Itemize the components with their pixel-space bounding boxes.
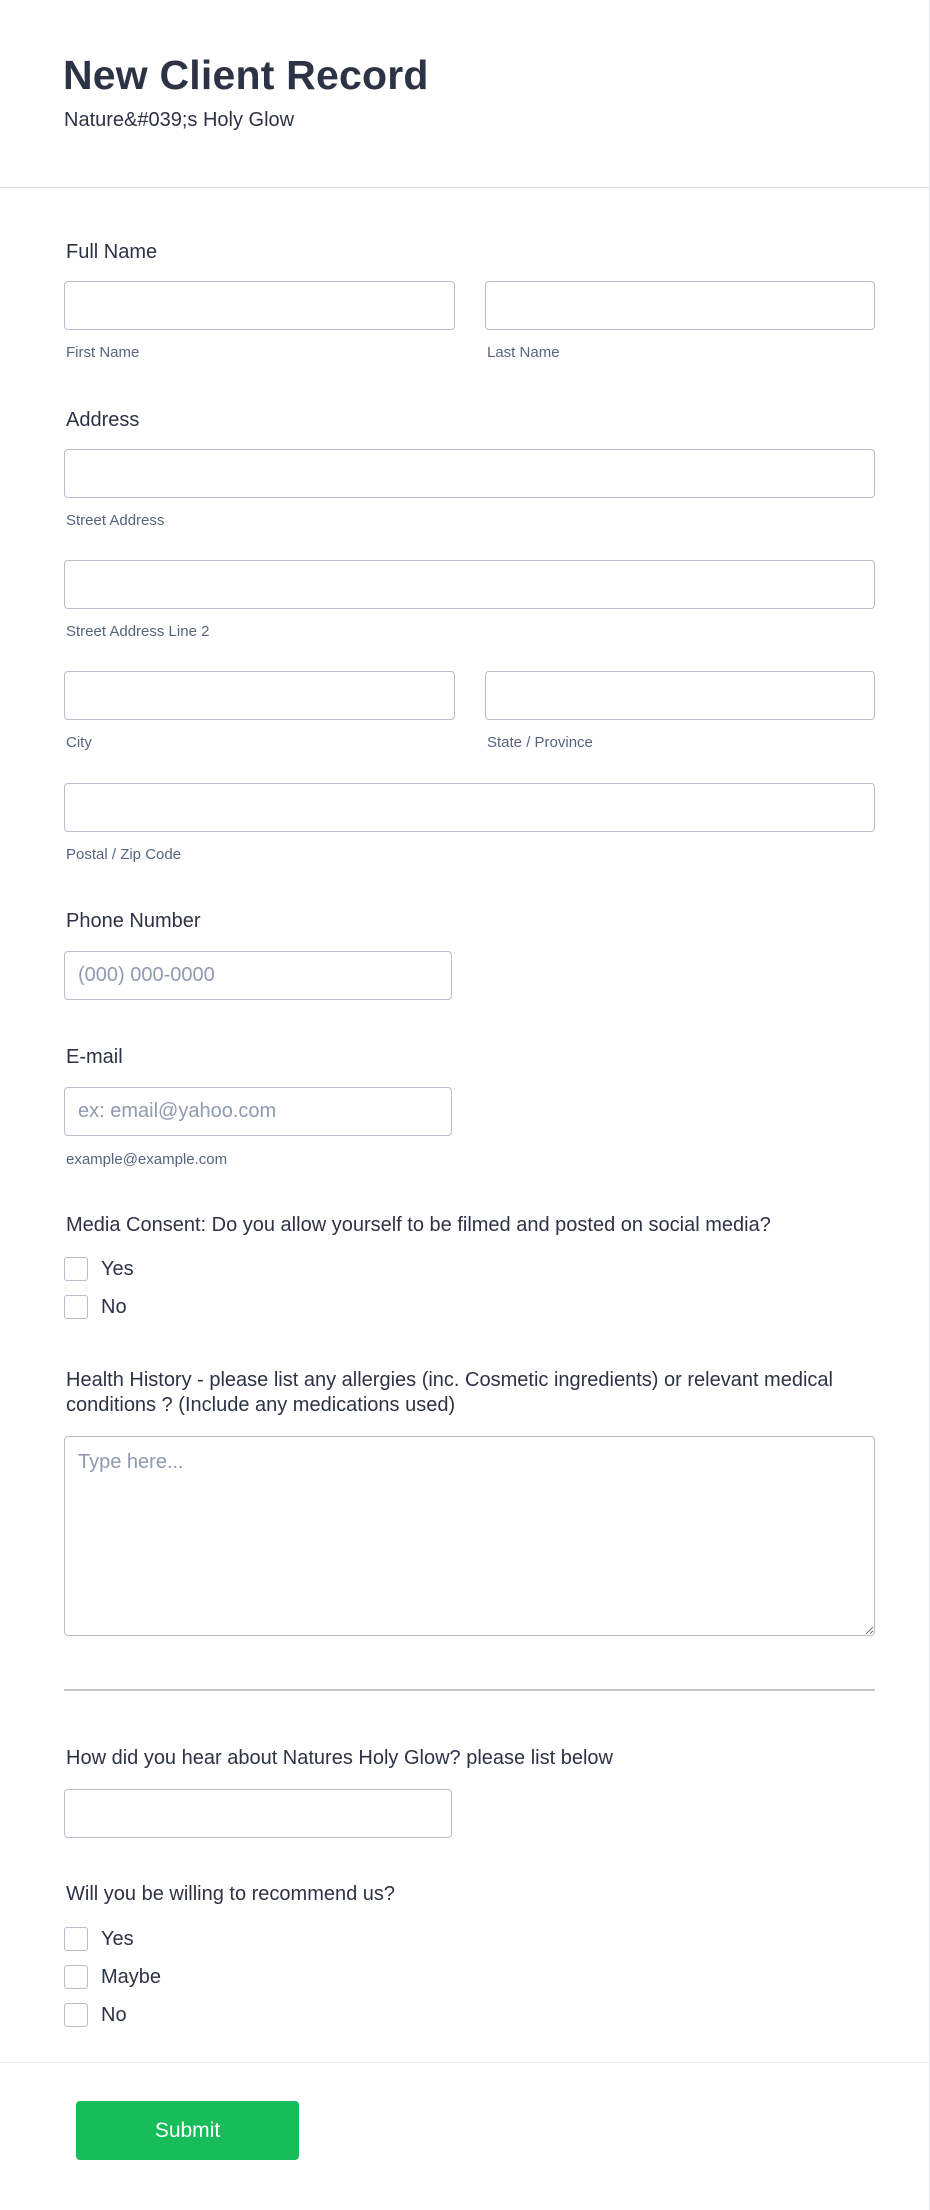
recommend-option-maybe[interactable]	[64, 1965, 161, 1989]
recommend-option-no[interactable]	[64, 2003, 127, 2027]
option-label: Maybe	[101, 1965, 162, 1988]
first-name-sublabel: First Name	[66, 344, 140, 361]
option-label: Yes	[101, 1257, 134, 1280]
submit-button[interactable]: Submit	[76, 2101, 299, 2160]
last-name-sublabel: Last Name	[487, 344, 560, 361]
street-address-sublabel: Street Address	[66, 512, 165, 529]
section-divider	[64, 1689, 875, 1691]
city-sublabel: City	[66, 734, 92, 751]
email-label: E-mail	[66, 1046, 123, 1068]
first-name-input[interactable]	[64, 281, 455, 330]
form-header	[0, 0, 929, 188]
media-consent-option-no[interactable]	[64, 1295, 127, 1319]
referral-label: How did you hear about Natures Holy Glow? please list below	[66, 1747, 613, 1769]
checkbox[interactable]	[64, 1257, 88, 1281]
checkbox[interactable]	[64, 1965, 88, 1989]
media-consent-option-yes[interactable]	[64, 1257, 134, 1281]
checkbox[interactable]	[64, 2003, 88, 2027]
postal-code-input[interactable]	[64, 783, 875, 832]
page-title: New Client Record	[63, 52, 429, 98]
full-name-label: Full Name	[66, 241, 158, 263]
last-name-input[interactable]	[485, 281, 875, 330]
checkbox[interactable]	[64, 1927, 88, 1951]
option-label: No	[101, 1295, 127, 1318]
street-address-line2-input[interactable]	[64, 560, 875, 609]
phone-input[interactable]	[64, 951, 452, 1000]
option-label: Yes	[101, 1927, 134, 1950]
phone-label: Phone Number	[66, 910, 201, 932]
page-subtitle: Nature&#039;s Holy Glow	[64, 109, 295, 131]
email-sublabel: example@example.com	[66, 1151, 228, 1168]
address-label: Address	[66, 409, 140, 431]
street-address-input[interactable]	[64, 449, 875, 498]
email-input[interactable]	[64, 1087, 452, 1136]
state-province-input[interactable]	[485, 671, 875, 720]
recommend-option-yes[interactable]	[64, 1927, 134, 1951]
recommend-label: Will you be willing to recommend us?	[66, 1883, 396, 1905]
media-consent-label: Media Consent: Do you allow yourself to be filmed and posted on social media?	[66, 1214, 771, 1236]
option-label: No	[101, 2003, 127, 2026]
referral-input[interactable]	[64, 1789, 452, 1838]
health-history-textarea[interactable]	[64, 1436, 875, 1636]
checkbox[interactable]	[64, 1295, 88, 1319]
state-province-sublabel: State / Province	[487, 734, 593, 751]
footer-divider	[0, 2062, 929, 2063]
street-address-line2-sublabel: Street Address Line 2	[66, 623, 210, 640]
city-input[interactable]	[64, 671, 455, 720]
postal-code-sublabel: Postal / Zip Code	[66, 846, 182, 863]
health-history-label: Health History - please list any allergies (inc. Cosmetic ingredients) or relevant medical conditions ? (Include any medications used)	[66, 1369, 833, 1416]
